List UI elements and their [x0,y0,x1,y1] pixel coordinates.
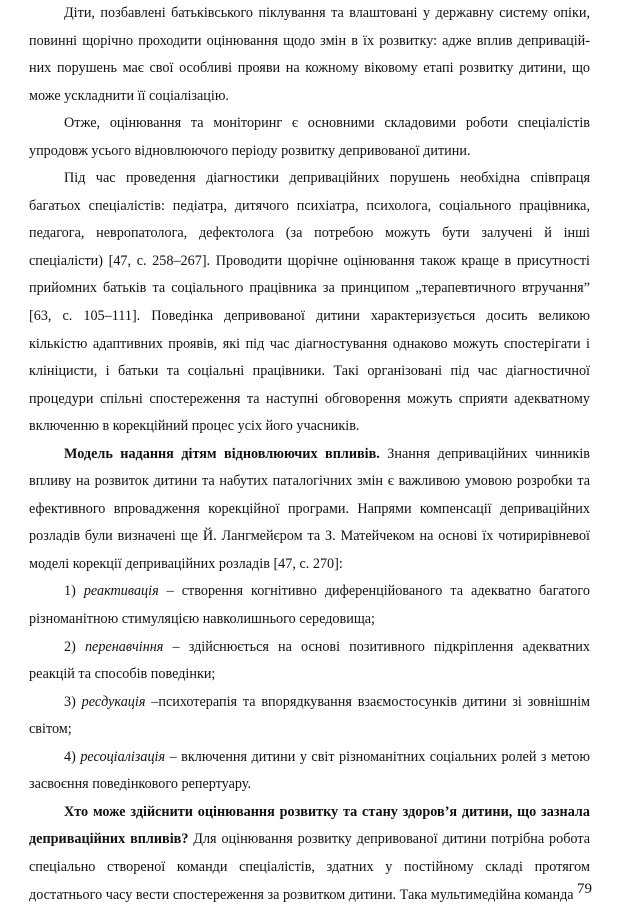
list-item-4-term: ресоціалізація [80,748,166,765]
list-item-1-prefix: 1) [64,583,84,600]
list-item-4 [29,744,590,799]
list-item-3-text: –психотерапія та впорядкування взаємостосунків дитини зі зовнішнім світом; [29,693,590,738]
paragraph-2-text: Отже, оцінювання та моніторинг є основними складовими роботи спеціалістів упродовж усього відновлюючого періоду розвитку депривованої дитини. [29,115,590,159]
paragraph-5-bold-lead: Хто може здійснити оцінювання розвитку та стану здоров’я дитини, що зазнала деприваційних впливів? [29,803,590,848]
paragraph-5 [29,799,590,909]
paragraph-4 [29,441,590,579]
list-item-2-prefix: 2) [64,638,85,655]
list-item-2 [29,634,590,689]
list-item-3 [29,689,590,744]
list-item-1 [29,578,590,633]
list-item-4-text: – включення дитини у світ різноманітних соціальних ролей з метою засвоєння поведінкового репертуару. [29,748,591,793]
list-item-1-text: – створення когнітивно диференційованого та адекватно багатого різноманітною стимуляцією навколишнього середовища; [29,583,590,628]
list-item-2-term: перенавчіння [84,638,164,655]
list-item-3-term: ресдукація [81,693,146,710]
paragraph-4-bold-lead: Модель надання дітям відновлюючих впливів. [64,445,380,462]
list-item-3-prefix: 3) [64,693,82,710]
page-number: 79 [577,881,592,897]
paragraph-1 [29,0,590,110]
paragraph-5-text: Для оцінювання розвитку депривованої дитини потрібна робота спеціально створеної команди спеціалістів, здатних у постійному складі протягом достатнього часу вести спостереження за розвитком дитини. Така мультимедійна команда [29,831,590,903]
list-item-2-text: – здійснюється на основі позитивного підкріплення адекватних реакцій та способів поведінки; [29,638,590,683]
paragraph-1-text: Діти, позбавлені батьківського піклування та влаштовані у державну систему опіки, повинні щорічно проходити оцінювання щодо змін в їх розвитку: адже вплив деприваційних порушень має свої особливі прояви на кожному віковому етапі розвитку дитини, що може ускладнити її соціалізацію. [29,5,590,104]
body-text [29,0,590,909]
paragraph-4-text: Знання деприваційних чинників впливу на розвиток дитини та набутих паталогічних змін є важливою умовою розробки та ефективного впровадження корекційної програми. Напрями компенсації деприваційних розладів були визначені ще Й. Лангмейєром та З. Матейчеком на основі їх чотирирівневої моделі корекції деприваційних розладів [47, с. 270]: [29,445,590,572]
paragraph-2 [29,110,590,165]
list-item-1-term: реактивація [83,583,159,600]
list-item-4-prefix: 4) [64,748,81,765]
paragraph-3-text: Під час проведення діагностики деприваційних порушень необхідна співпраця багатьох спеціалістів: педіатра, дитячого психіатра, психолога, соціального працівника, педагога, невропатолога, дефектолога (за потребою можуть бути залучені й інші спеціалісти) [47, с. 258–267]. Проводити щорічне оцінювання також краще в присутності прийомних батьків та соціального працівника за принципом „терапевтичного втручання” [63, с. 105–111]. Поведінка депривованої дитини характеризується досить великою кількістю адаптивних проявів, які під час діагностування однаково можуть спостерігати і клініцисти, і батьки та соціальні працівники. Такі організовані під час діагностичної процедури спільні спостереження та наступні обговорення можуть сприяти адекватному включенню в корекційний процес усіх його учасників. [29,170,590,435]
paragraph-3 [29,165,590,440]
